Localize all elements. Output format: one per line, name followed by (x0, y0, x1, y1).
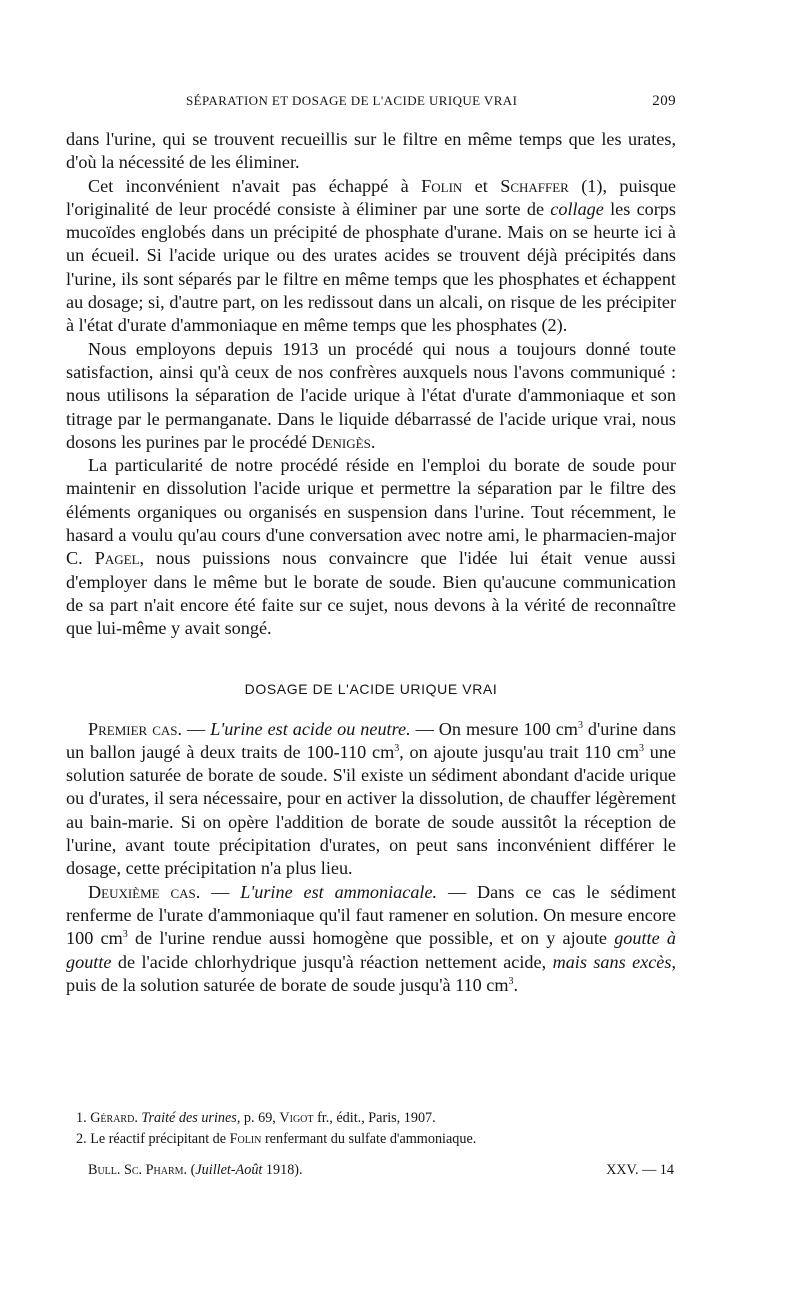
footer-signature: XXV. — 14 (606, 1162, 674, 1178)
footer-journal: Bull. Sc. Pharm. (88, 1162, 188, 1178)
paragraph-2-text-a: Cet inconvénient n'avait pas échappé à (88, 175, 422, 196)
running-title: SÉPARATION ET DOSAGE DE L'ACIDE URIQUE VRAI (186, 93, 518, 108)
footnote-ref-1: (1) (581, 175, 603, 196)
case-2-sup-2: 3 (508, 975, 514, 987)
footnote-2-author: Folin (229, 1131, 262, 1147)
case-2-text-b: de l'urine rendue aussi homogène que possible, et on y ajoute (127, 928, 615, 949)
footnote-1-author: Gérard (90, 1110, 135, 1126)
case-2-text-a: — Dans ce cas le sédiment renferme de l'urate d'ammoniaque qu'il faut ramener en solution. On mesure encore 100 cm (66, 881, 676, 949)
case-1-paragraph (66, 718, 676, 881)
footnote-1-text-b: fr., édit., Paris, 1907. (313, 1110, 436, 1126)
paragraph-2-text-b: et (462, 175, 501, 196)
case-1-sup-3: 3 (638, 742, 644, 754)
paragraph-3-text-a: Nous employons depuis 1913 un procédé qui nous a toujours donné toute satisfaction, ainsi qu'à ceux de nos confrères auxquels nous l'avons communiqué : nous utilisons la séparation de l'acide urique à l'état d'urate d'ammoniaque et son titrage par le permanganate. Dans le liquide débarrassé de l'acide urique vrai, nous dosons les purines par le procédé (66, 338, 676, 452)
paragraph-1-text: dans l'urine, qui se trouvent recueillis sur le filtre en même temps que les urates, d'où la nécessité de les éliminer. (66, 129, 676, 173)
footnotes (66, 1108, 676, 1150)
paragraph-4-text-a: La particularité de notre procédé réside en l'emploi du borate de soude pour maintenir en dissolution l'acide urique et permettre la séparation par le filtre des éléments organiques ou organisés en suspension dans l'urine. Tout récemment, le hasard a voulu qu'au cours d'une conversation avec notre ami, le pharmacien-major C. (66, 455, 676, 569)
paragraph-2 (66, 175, 676, 338)
section-heading: DOSAGE DE L'ACIDE URIQUE VRAI (244, 680, 498, 697)
footer-citation: Bull. Sc. Pharm. (Juillet-Août 1918). (88, 1162, 303, 1178)
author-schaffer: Schaffer (500, 175, 569, 196)
paragraph-2-text-e: . (562, 315, 568, 336)
paragraph-4 (66, 454, 676, 640)
footnote-1-number: 1. (76, 1110, 91, 1126)
case-1-label: Premier cas. (88, 718, 183, 739)
paragraph-3 (66, 338, 676, 454)
case-1-text-b: d'urine dans un ballon jaugé à deux traits de 100-110 cm (66, 718, 676, 762)
footnote-ref-2: (2) (541, 315, 563, 336)
footnote-2 (66, 1129, 676, 1150)
case-1-sup-2: 3 (394, 742, 400, 754)
case-2-text-c: de l'acide chlorhydrique jusqu'à réaction nettement acide, (111, 951, 553, 972)
footnote-2-number: 2. (76, 1131, 91, 1147)
page-footer (66, 1162, 676, 1184)
footnote-1-title: Traité des urines (141, 1110, 237, 1126)
body-text (66, 128, 676, 997)
footnote-2-text-b: renfermant du sulfate d'ammoniaque. (261, 1131, 477, 1147)
footnote-1-text-a: , p. 69, (236, 1110, 280, 1126)
case-2-label: Deuxième cas. (88, 881, 201, 902)
case-2-text-d: , puis de la solution saturée de borate de soude jusqu'à 110 cm (66, 951, 676, 995)
author-pagel: Pagel (94, 548, 140, 569)
term-goutte-a-goutte: goutte à goutte (66, 928, 676, 972)
paragraph-2-text-d: les corps mucoïdes englobés dans un précipité de phosphate d'urane. Mais on se heurte ici à un écueil. Si l'acide urique ou des urates acides se trouvent déjà précipités dans l'urine, ils sont séparés par le filtre en même temps que les phosphates et échappent au dosage; si, d'autre part, on les redissout dans un alcali, on risque de les précipiter à l'état d'urate d'ammoniaque en même temps que les phosphates (66, 198, 676, 336)
footer-issue: Juillet-Août (195, 1162, 263, 1178)
footnote-2-text-a: Le réactif précipitant de (90, 1131, 230, 1147)
case-2-text-e: . (513, 974, 519, 995)
case-1-sup-1: 3 (577, 719, 583, 731)
paragraph-3-text-b: . (370, 431, 376, 452)
term-collage: collage (550, 198, 604, 219)
author-deniges: Denigès (311, 431, 371, 452)
document-page (66, 0, 676, 1292)
paragraph-2-text-c: , puisque l'originalité de leur procédé consiste à éliminer par une sorte de (66, 175, 676, 219)
page-number: 209 (652, 93, 676, 109)
paragraph-4-text-b: , nous puissions nous convaincre que l'idée lui était venue aussi d'employer dans le même but le borate de soude. Bien qu'aucune communication de sa part n'ait encore été faite sur ce sujet, nous devons à la vérité de reconnaître que lui-même y avait songé. (66, 548, 676, 639)
case-1-text-a: — On mesure 100 cm (410, 718, 578, 739)
case-2-sup-1: 3 (122, 929, 128, 941)
case-1-title: L'urine est acide ou neutre. (210, 718, 411, 739)
footnote-1-sep: . (134, 1110, 142, 1126)
paragraph-1 (66, 128, 676, 175)
case-2-paragraph (66, 881, 676, 997)
footnote-1-publisher: Vigot (279, 1110, 314, 1126)
footer-year: 1918 (265, 1162, 295, 1178)
case-2-title: L'urine est ammoniacale. (240, 881, 438, 902)
running-header (66, 93, 676, 113)
case-1-text-c: , on ajoute jusqu'au trait 110 cm (399, 741, 639, 762)
footnote-1 (66, 1108, 676, 1129)
case-1-text-d: une solution saturée de borate de soude. S'il existe un sédiment abondant d'acide urique ou d'urates, il sera nécessaire, pour en activer la dissolution, de chauffer légèrement au bain-marie. Si on opère l'addition de borate de soude aussitôt la réception de l'urine, avant toute précipitation d'urates, on peut sans inconvénient différer le dosage, cette précipitation n'a plus lieu. (66, 741, 676, 879)
case-2-dash: — (200, 881, 241, 902)
author-folin: Folin (421, 175, 463, 196)
term-mais-sans-exces: mais sans excès (552, 951, 672, 972)
case-1-dash: — (182, 718, 211, 739)
